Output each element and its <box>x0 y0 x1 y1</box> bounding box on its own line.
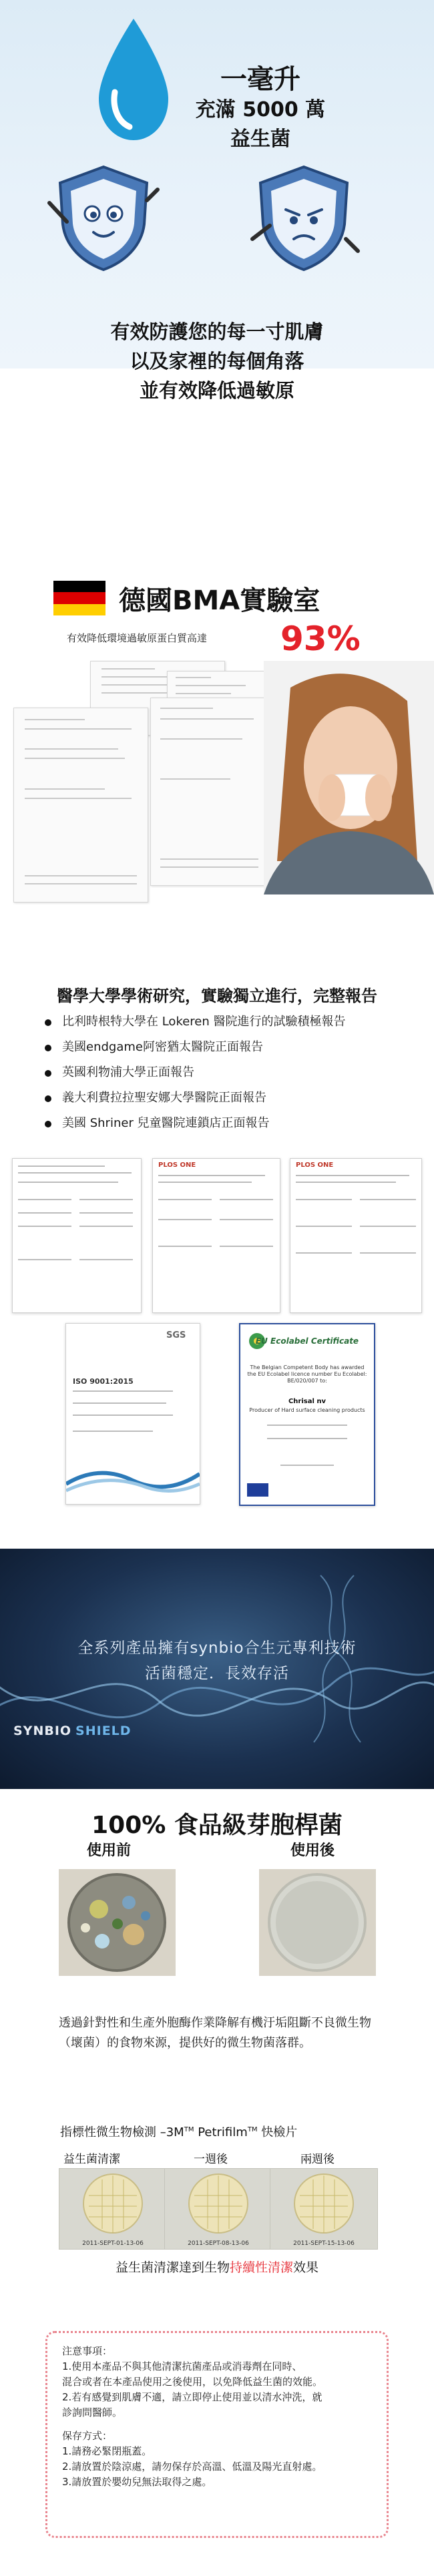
notice-line: 混合或者在本產品使用之後使用，以免降低益生菌的效能。 <box>62 2376 323 2388</box>
plos-logo: PLOS ONE <box>158 1162 196 1169</box>
list-item: 美國 Shriner 兒童醫院連鎖店正面報告 <box>43 1111 346 1136</box>
footer-suffix: 效果 <box>293 2260 319 2275</box>
ecolabel-body: The Belgian Competent Body has awarded the EU Ecolabel licence number Eu Ecolabel: BE/020/007 to: <box>247 1364 367 1384</box>
trademark-mark: TM <box>184 2126 194 2133</box>
notice-line: 2.若有感覺到肌膚不適，請立即停止使用並以清水沖洗，就 <box>62 2391 322 2403</box>
petrifilm-plate-image <box>270 2169 377 2249</box>
petrifilm-prefix: 指標性微生物檢測 –3M <box>60 2125 184 2139</box>
plos-logo: PLOS ONE <box>296 1162 334 1169</box>
plate-date: 2011-SEPT-15-13-06 <box>293 2240 355 2247</box>
iso-label: ISO 9001:2015 <box>73 1377 134 1386</box>
synbio-logo-text: SYNBIO <box>13 1724 72 1738</box>
petri-col-label: 益生菌清潔 <box>63 2153 120 2166</box>
petrifilm-suffix: 快檢片 <box>257 2125 298 2139</box>
synbio-line-2: 活菌穩定．長效存活 <box>145 1665 289 1682</box>
lab-report-document <box>150 698 268 886</box>
tagline-line: 以及家裡的每個角落 <box>130 350 304 372</box>
probiotic-description: 透過針對性和生產外胞酶作業降解有機汙垢阻斷不良微生物（壞菌）的食物來源，提供好的微生物菌落群。 <box>59 2016 371 2050</box>
after-label: 使用後 <box>290 1842 335 1859</box>
research-paper-image <box>12 1158 142 1313</box>
research-paper-image <box>290 1158 422 1313</box>
petri-col-label: 一週後 <box>194 2153 228 2166</box>
list-item: 義大利費拉拉聖安娜大學醫院正面報告 <box>43 1085 346 1111</box>
research-paper-image <box>152 1158 280 1313</box>
petrifilm-plate <box>164 2168 272 2250</box>
petri-dish-before-image <box>59 1869 176 1976</box>
notice-line: 3.請放置於嬰幼兒無法取得之處。 <box>62 2476 212 2488</box>
petri-dish-after <box>259 1869 376 1976</box>
notice-line: 注意事項： <box>62 2345 113 2357</box>
notice-line: 1.使用本產品不與其他清潔抗菌產品或消毒劑在同時、 <box>62 2360 302 2372</box>
petrifilm-footer <box>0 2258 434 2276</box>
petrifilm-plate-image <box>165 2169 272 2249</box>
eu-flag-icon <box>247 1483 268 1497</box>
hero-section <box>0 0 434 402</box>
hero-line-2: 充滿 5000 萬 <box>195 98 326 121</box>
tagline-line: 有效防護您的每一寸肌膚 <box>110 320 324 343</box>
list-item: 美國endgame阿密猶太醫院正面報告 <box>43 1035 346 1060</box>
ecolabel-product: Producer of Hard surface cleaning products <box>249 1407 365 1413</box>
hero-line-1: 一毫升 <box>220 64 300 95</box>
sneezing-woman-photo <box>264 661 434 894</box>
research-list <box>43 1009 346 1136</box>
ecolabel-title: EU Ecolabel Certificate <box>255 1336 359 1346</box>
synbio-shield-logo <box>13 1724 132 1738</box>
petri-dish-before <box>59 1869 176 1976</box>
notice-line <box>62 2420 372 2428</box>
list-item: 英國利物浦大學正面報告 <box>43 1060 346 1085</box>
footer-highlight: 持續性清潔 <box>229 2260 293 2275</box>
bma-subtitle: 有效降低環境過敏原蛋白質高達 <box>67 632 208 644</box>
synbio-banner <box>0 1549 434 1789</box>
synbio-line-1: 全系列產品擁有synbio合生元專利技術 <box>77 1639 357 1657</box>
petri-dish-after-image <box>259 1869 376 1976</box>
eu-ecolabel-certificate <box>239 1323 375 1506</box>
notice-box <box>45 2331 389 2538</box>
petrifilm-plate <box>59 2168 167 2250</box>
bma-percent: 93% <box>280 619 361 658</box>
footer-prefix: 益生菌清潔達到生物 <box>115 2260 230 2275</box>
notice-line: 診詢問醫師。 <box>62 2406 123 2418</box>
notice-line: 2.請放置於陰涼處，請勿保存於高溫、低溫及陽光直射處。 <box>62 2461 322 2473</box>
bma-lab-section <box>0 561 434 975</box>
hero-line-3: 益生菌 <box>230 127 290 151</box>
notice-line: 保存方式： <box>62 2430 113 2442</box>
trademark-mark: TM <box>247 2126 258 2133</box>
petrifilm-title <box>60 2123 297 2140</box>
shield-mascot-icon <box>47 160 160 274</box>
germany-flag-icon <box>53 581 105 615</box>
plate-date: 2011-SEPT-01-13-06 <box>82 2240 144 2247</box>
shield-mascot-icon <box>247 160 361 274</box>
hero-tagline <box>0 317 434 405</box>
iso-certificate-image <box>65 1323 200 1505</box>
certificate-wave-graphic <box>66 1457 200 1497</box>
tagline-line: 並有效降低過敏原 <box>139 379 294 402</box>
bma-title: 德國BMA實驗室 <box>119 585 320 616</box>
research-title: 醫學大學學術研究，實驗獨立進行，完整報告 <box>57 987 377 1005</box>
plate-date: 2011-SEPT-08-13-06 <box>188 2240 249 2247</box>
petrifilm-brand: Petrifilm <box>194 2125 248 2139</box>
petri-col-label: 兩週後 <box>300 2153 335 2166</box>
ecolabel-company: Chrisal nv <box>288 1398 327 1405</box>
list-item: 比利時根特大學在 Lokeren 醫院進行的試驗積極報告 <box>43 1009 346 1035</box>
shield-logo-text: SHIELD <box>75 1724 132 1738</box>
sgs-logo: SGS <box>166 1330 186 1340</box>
before-label: 使用前 <box>87 1842 132 1859</box>
petrifilm-plate-image <box>59 2169 166 2249</box>
petrifilm-plate <box>270 2168 378 2250</box>
lab-report-document <box>13 708 148 903</box>
water-drop-icon <box>87 13 180 147</box>
probiotic-title: 100% 食品級芽胞桿菌 <box>91 1812 343 1839</box>
hero-headline <box>187 63 334 154</box>
notice-line: 1.請務必緊閉瓶蓋。 <box>62 2445 152 2457</box>
